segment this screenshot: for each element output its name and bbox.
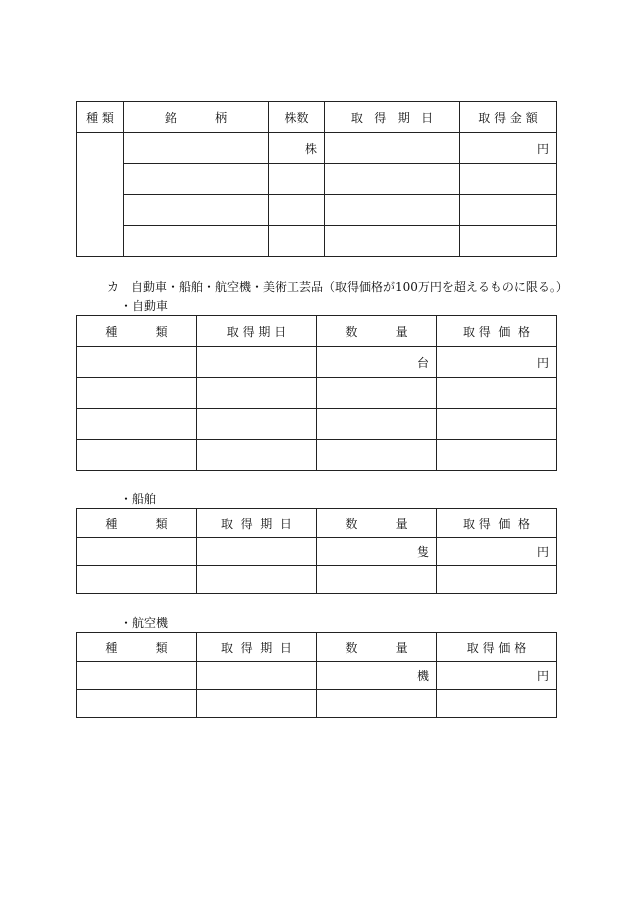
- brand-cell[interactable]: [124, 226, 269, 257]
- date-cell[interactable]: [197, 347, 317, 378]
- table-header-row: [77, 102, 557, 133]
- aircraft-heading: ・航空機: [120, 616, 169, 630]
- header-acquisition-date: 取 得 期 日: [197, 509, 317, 538]
- header-brand: 銘 柄: [124, 102, 269, 133]
- shares-cell[interactable]: [269, 226, 325, 257]
- quantity-cell[interactable]: [317, 378, 437, 409]
- table-row: [77, 690, 557, 718]
- header-acquisition-price: 取 得 価 格: [437, 509, 557, 538]
- quantity-cell[interactable]: [317, 566, 437, 594]
- price-cell[interactable]: [437, 690, 557, 718]
- header-acquisition-amount: 取 得 金 額: [460, 102, 557, 133]
- header-quantity: 数 量: [317, 316, 437, 347]
- price-cell[interactable]: [437, 378, 557, 409]
- table-row: [77, 409, 557, 440]
- kind-cell[interactable]: [77, 133, 124, 257]
- header-kind: 種 類: [77, 102, 124, 133]
- amount-cell[interactable]: [460, 164, 557, 195]
- brand-cell[interactable]: [124, 195, 269, 226]
- shares-cell[interactable]: [269, 195, 325, 226]
- quantity-unit: 機: [317, 662, 437, 690]
- price-cell[interactable]: [437, 409, 557, 440]
- table-header-row: [77, 633, 557, 662]
- table-header-row: [77, 316, 557, 347]
- kind-cell[interactable]: [77, 538, 197, 566]
- table-row: [77, 566, 557, 594]
- table-row: [77, 440, 557, 471]
- brand-cell[interactable]: [124, 164, 269, 195]
- amount-cell[interactable]: [460, 195, 557, 226]
- table-row: [77, 662, 557, 690]
- date-cell[interactable]: [197, 566, 317, 594]
- header-acquisition-price: 取 得 価 格: [437, 316, 557, 347]
- header-acquisition-date: 取 得 期 日: [325, 102, 460, 133]
- date-cell[interactable]: [325, 133, 460, 164]
- amount-cell[interactable]: [460, 226, 557, 257]
- price-cell[interactable]: [437, 566, 557, 594]
- kind-cell[interactable]: [77, 347, 197, 378]
- date-cell[interactable]: [197, 662, 317, 690]
- ships-heading: ・船舶: [120, 492, 157, 506]
- table-row: [77, 195, 557, 226]
- yen-unit: 円: [437, 538, 557, 566]
- shares-unit: 株: [269, 133, 325, 164]
- aircraft-table: [76, 632, 557, 718]
- header-kind: 種 類: [77, 633, 197, 662]
- yen-unit: 円: [460, 133, 557, 164]
- date-cell[interactable]: [325, 195, 460, 226]
- kind-cell[interactable]: [77, 378, 197, 409]
- ships-table: [76, 508, 557, 594]
- kind-cell[interactable]: [77, 440, 197, 471]
- header-acquisition-date: 取 得 期 日: [197, 316, 317, 347]
- header-kind: 種 類: [77, 316, 197, 347]
- cars-table: [76, 315, 557, 471]
- yen-unit: 円: [437, 662, 557, 690]
- table-header-row: [77, 509, 557, 538]
- header-shares: 株数: [269, 102, 325, 133]
- date-cell[interactable]: [197, 440, 317, 471]
- header-quantity: 数 量: [317, 633, 437, 662]
- table-row: [77, 133, 557, 164]
- kind-cell[interactable]: [77, 662, 197, 690]
- quantity-cell[interactable]: [317, 409, 437, 440]
- cars-heading: ・自動車: [120, 299, 169, 313]
- kind-cell[interactable]: [77, 566, 197, 594]
- table-row: [77, 164, 557, 195]
- table-row: [77, 378, 557, 409]
- date-cell[interactable]: [197, 538, 317, 566]
- header-acquisition-price: 取 得 価 格: [437, 633, 557, 662]
- date-cell[interactable]: [325, 164, 460, 195]
- header-quantity: 数 量: [317, 509, 437, 538]
- header-kind: 種 類: [77, 509, 197, 538]
- shares-cell[interactable]: [269, 164, 325, 195]
- stocks-table: [76, 101, 557, 257]
- table-row: [77, 226, 557, 257]
- date-cell[interactable]: [197, 690, 317, 718]
- date-cell[interactable]: [325, 226, 460, 257]
- date-cell[interactable]: [197, 378, 317, 409]
- quantity-unit: 隻: [317, 538, 437, 566]
- brand-cell[interactable]: [124, 133, 269, 164]
- kind-cell[interactable]: [77, 409, 197, 440]
- table-row: [77, 347, 557, 378]
- yen-unit: 円: [437, 347, 557, 378]
- section-ka-title: カ 自動車・船舶・航空機・美術工芸品（取得価格が100万円を超えるものに限る。）: [107, 280, 568, 294]
- price-cell[interactable]: [437, 440, 557, 471]
- date-cell[interactable]: [197, 409, 317, 440]
- kind-cell[interactable]: [77, 690, 197, 718]
- quantity-cell[interactable]: [317, 440, 437, 471]
- quantity-cell[interactable]: [317, 690, 437, 718]
- quantity-unit: 台: [317, 347, 437, 378]
- header-acquisition-date: 取 得 期 日: [197, 633, 317, 662]
- table-row: [77, 538, 557, 566]
